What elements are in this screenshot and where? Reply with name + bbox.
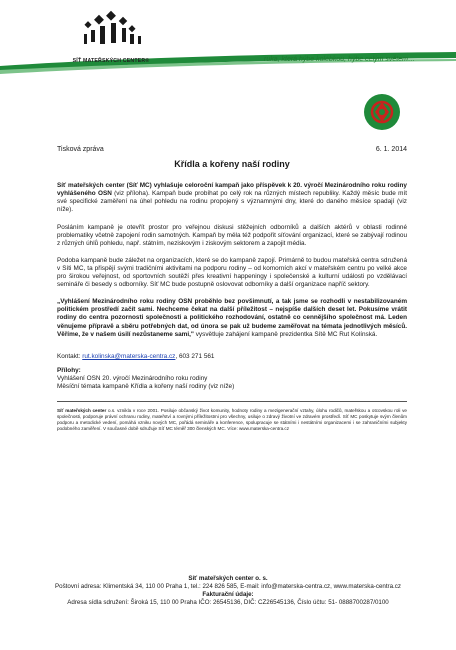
footer-billing: Adresa sídla sdružení: Široká 15, 110 00 Praha IČO: 26545136, DIČ: CZ26545136, Číslo účtu: 51- 0888700287/0100 [67,599,389,606]
document-type: Tisková zpráva [57,146,104,153]
attachment-item: Vyhlášení OSN 20. výročí Mezinárodního roku rodiny [57,374,208,382]
paragraph-organizations: Podoba kampaně bude záležet na organizacích, které se do kampaně zapojí. Primárně to budou mateřská centra sdružená v Síti MC, ta přispějí svými tradičními aktivitami na podporu rodiny – od komorních akcí v mateřském centru po velké akce pro širokou veřejnost, od sportovních soutěží přes kreativní happeningy i společenské a kulturní události po vzdělávací semináře či besedy s odborníky. Síť MC bude postupně oslovovat odborníky a další organizace napříč sektory. [57,256,407,289]
about-organization [57,408,407,432]
about-text: o.s. vznikla v roce 2001. Posiluje občanský život komunity, hodnoty rodiny a mezigenerační vztahy, úlohu rodičů, mateřskou a otcovskou roli ve společnosti, podporuje právní ochranu rodiny, mateřství a rovnými příležitostmi pro všechny, usiluje o zdravý životní ve zdravém prostředí. Síť MC poskytuje svým členům podporu a metodické vedení, pomáhá vzniku nových MC, pořádá semináře a konference, spolupracuje se státními i nestátními organizacemi i se zahraničními subjekty podobného zaměření. V současné době sdružuje Síť MC téměř 300 členských MC. Více: www.materska-centra.cz [57,408,407,432]
footer-postal: Poštovní adresa: Klimentská 34, 110 00 Praha 1, tel.: 224 826 585, E-mail: info@materska-centra.cz, www.materska-centra.cz [55,583,401,590]
page-title: Křídla a kořeny naší rodiny [174,159,290,170]
contact-label: Kontakt: [57,352,83,360]
contact-email-link[interactable]: rut.kolinska@materska-centra.cz [82,352,176,360]
lead-paragraph [57,182,407,214]
attachments-heading: Přílohy: [57,366,81,374]
lead-bold: Síť mateřských center (Síť MC) vyhlašuje celoroční kampaň jako příspěvek k 20. výročí Mezinárodního roku rodiny vyhlášeného OSN [57,182,407,198]
attachment-item: Měsíční témata kampaně Křídla a kořeny naší rodiny (viz níže) [57,382,235,390]
lead-rest: (viz příloha). Kampaň bude probíhat po celý rok na různých místech republiky. Každý měsíc bude mít své specifické zaměření na úhel pohledu na rodinu propojený s významnými dny, které do daného měsíce spadají (viz níže). [57,190,407,214]
slogan: ruka, která hýbe kolébkou, hýbe celým světem… [264,56,415,63]
footer-org-name: Síť mateřských center o. s. [188,575,268,582]
release-date: 6. 1. 2014 [375,146,407,153]
footer [18,575,438,607]
campaign-emblem-icon [363,93,401,131]
press-release-body [57,146,407,432]
logo-wordmark: SÍŤ MATEŘSKÝCH CENTER® [72,58,150,64]
footer-billing-heading: Fakturační údaje: [202,591,254,598]
about-org-name: Síť mateřských center [57,408,107,414]
quote-paragraph [57,298,407,338]
quote-text: „Vyhlášení Mezinárodního roku rodiny OSN proběhlo bez povšimnutí, a tak jsme se rozhodli v nestabilizovaném politickém prostředí začít sami. Nechceme čekat na další příležitost – nejspíše dalších deset let. Pokusíme vrátit rodiny do centra pozornosti společnosti a politického rozhodování, ostatně co cennějšího společnost má. Leden věnujeme přípravě a sběru potřebných dat, od února se pak už budeme zaměřovat na témata jednotlivých měsíců. Věříme, že v našem úsilí nezůstaneme sami," [57,298,407,338]
divider [57,401,407,402]
contact-line [57,353,407,361]
paragraph-mission: Posláním kampaně je otevřít prostor pro veřejnou diskusi stěžejních odborníků a dalších aktérů v oblasti rodinné problematiky včetně zapojení rodin samotných. Kampaň by měla též podpořit síťování organizací, které se zabývají rodinou z různých úhlů pohledu, např. státním, neziskovým i ziskovým sektorem a zapojit média. [57,223,407,247]
quote-attribution: vysvětluje zahájení kampaně prezidentka Sítě MC Rut Kolínská. [193,330,378,338]
contact-phone: , 603 271 561 [175,352,215,360]
letterhead [0,0,456,90]
